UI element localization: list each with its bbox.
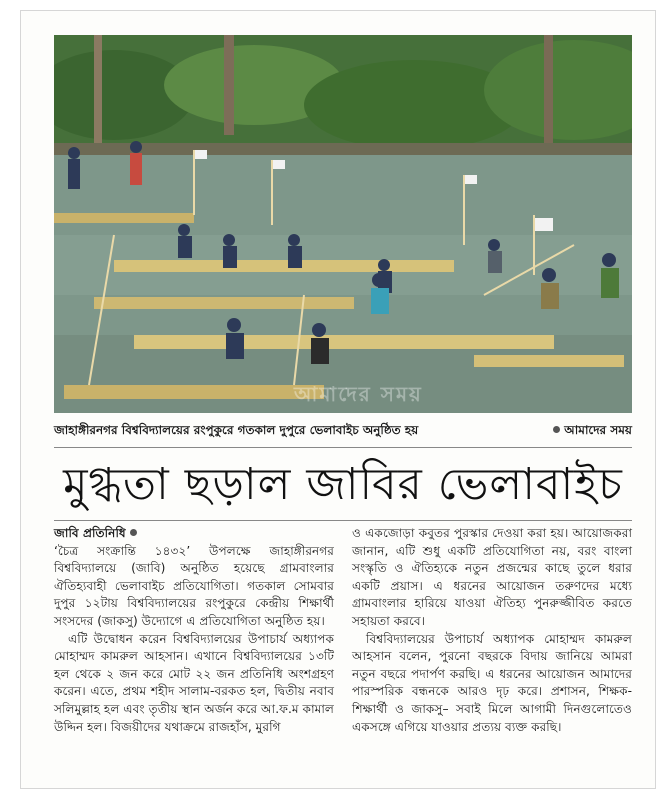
article-paragraph: ‘চৈত্র সংক্রান্তি ১৪৩২’ উপলক্ষে জাহাঙ্গীরনগর বিশ্ববিদ্যালয়ে (জাবি) অনুষ্ঠিত হয়েছে গ্রামবাংলার ঐতিহ্যবাহী ভেলাবাইচ প্রতিযোগিতা। গতকাল সোমবার দুপুর ১২টায় বিশ্ববিদ্যালয়ের রংপুকুরে কেন্দ্রীয় শিক্ষার্থী সংসদের (জাকসু) উদ্যোগে এ প্রতিযোগিতা অনুষ্ঠিত হয়। bbox=[54, 543, 334, 628]
caption-text: জাহাঙ্গীরনগর বিশ্ববিদ্যালয়ের রংপুকুরে গতকাল দুপুরে ভেলাবাইচ অনুষ্ঠিত হয় bbox=[54, 423, 419, 437]
article-column-right bbox=[352, 525, 632, 736]
byline: জাবি প্রতিনিধি bbox=[54, 526, 126, 540]
article-paragraph: বিশ্ববিদ্যালয়ের উপাচার্য অধ্যাপক মোহাম্মদ কামরুল আহসান বলেন, পুরনো বছরকে বিদায় জানিয়ে আমরা নতুন বছরে পদার্পণ করছি। এ ধরনের আয়োজন আমাদের পারস্পরিক বন্ধনকে আরও দৃঢ় করে। প্রশাসন, শিক্ষক-শিক্ষার্থী ও জাকসু– সবাই মিলে আগামী দিনগুলোতেও একসঙ্গে এগিয়ে যাওয়ার প্রত্যয় ব্যক্ত করছি। bbox=[352, 631, 632, 734]
photo-watermark: আমাদের সময় bbox=[294, 382, 423, 406]
article-paragraph: এটি উদ্বোধন করেন বিশ্ববিদ্যালয়ের উপাচার্য অধ্যাপক মোহাম্মদ কামরুল আহসান। এখানে বিশ্ববিদ্যালয়ের ১৩টি হল থেকে ২ জন করে মোট ২২ জন প্রতিনিধি অংশগ্রহণ করেন। এতে, প্রথম শহীদ সালাম-বরকত হল, দ্বিতীয় নবাব সলিমুল্লাহ হল এবং তৃতীয় স্থান অর্জন করে আ.ফ.ম কামাল উদ্দিন হল। বিজয়ীদের যথাক্রমে রাজহাঁস, মুরগি bbox=[54, 631, 334, 734]
divider-top bbox=[54, 447, 632, 448]
raft-race-illustration bbox=[54, 35, 632, 413]
article-photo bbox=[54, 35, 632, 413]
bullet-icon bbox=[553, 426, 560, 433]
headline: মুগ্ধতা ছড়াল জাবির ভেলাবাইচ bbox=[63, 459, 623, 510]
article-paragraph: ও একজোড়া কবুতর পুরস্কার দেওয়া করা হয়। আয়োজকরা জানান, এটি শুধু একটি প্রতিযোগিতা নয়, বরং বাংলা সংস্কৃতি ও ঐতিহ্যকে নতুন প্রজন্মের কাছে তুলে ধরার একটি প্রয়াস। এ ধরনের আয়োজন তরুণদের মধ্যে গ্রামবাংলার হারিয়ে যাওয়া ঐতিহ্য পুনরুজ্জীবিত করতে সহায়তা করবে। bbox=[352, 526, 632, 628]
divider-bottom bbox=[54, 520, 632, 521]
photo-credit-text: আমাদের সময় bbox=[564, 423, 632, 437]
bullet-icon bbox=[130, 529, 137, 536]
photo-credit bbox=[553, 422, 632, 438]
article-column-left bbox=[54, 525, 334, 736]
